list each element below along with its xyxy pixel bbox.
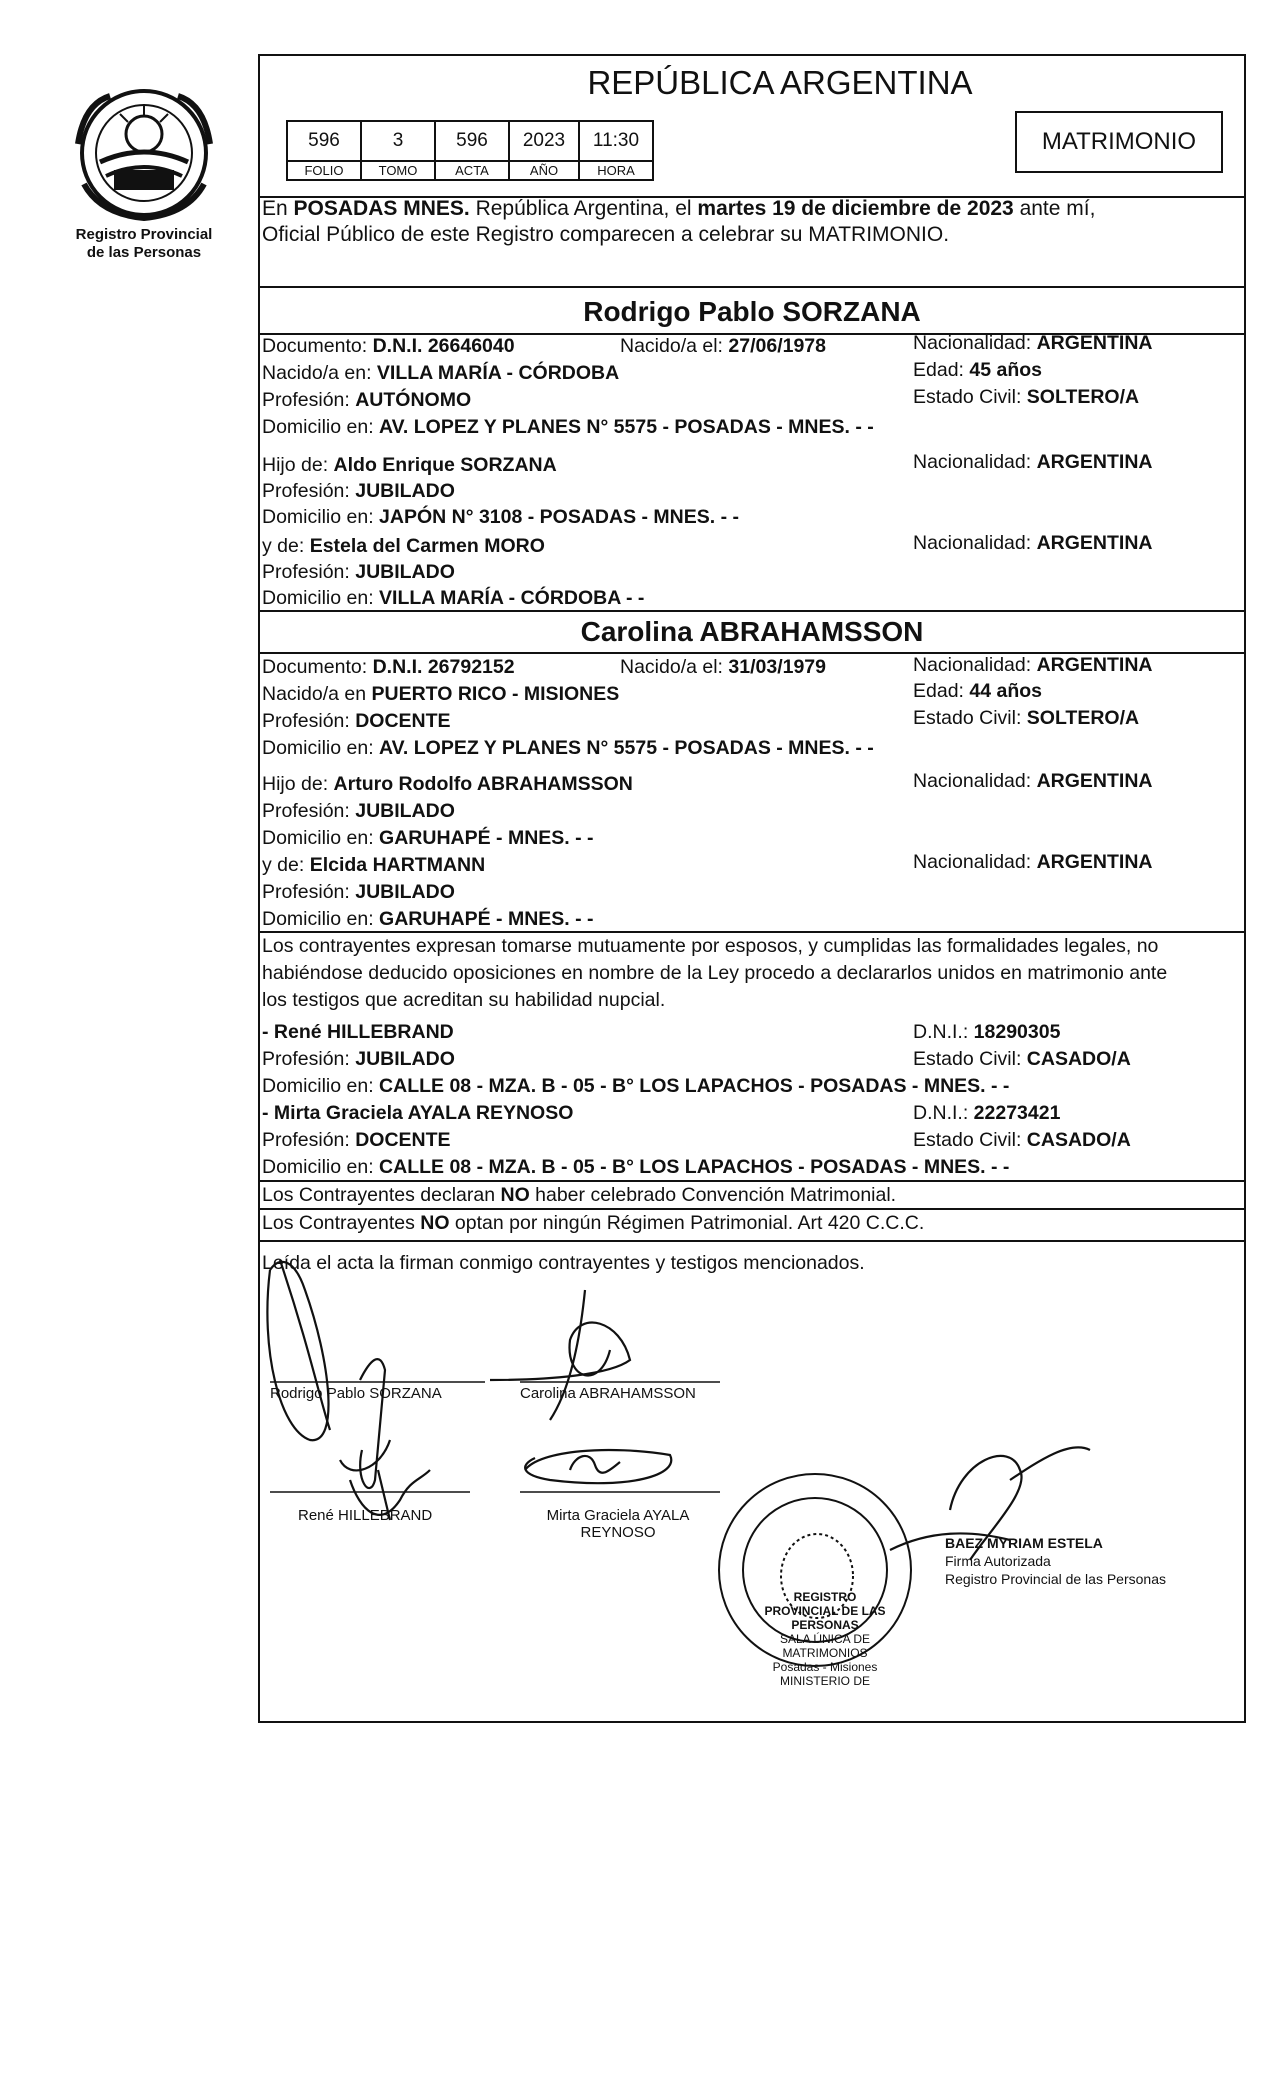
witness2-address: Domicilio en: CALLE 08 - MZA. B - 05 - B° LOS LAPACHOS - POSADAS - MNES. - - (262, 1156, 1010, 1178)
spouse1-father: Hijo de: Aldo Enrique SORZANA (262, 454, 557, 476)
divider (258, 610, 1246, 612)
spouse2-civil-status: Estado Civil: SOLTERO/A (913, 707, 1140, 729)
regime-statement: Los Contrayentes NO optan por ningún Régimen Patrimonial. Art 420 C.C.C. (262, 1212, 925, 1234)
divider (258, 286, 1246, 288)
folio-value: 596 (287, 121, 361, 161)
spouse1-mother: y de: Estela del Carmen MORO (262, 535, 545, 557)
spouse1-birthplace: Nacido/a en: VILLA MARÍA - CÓRDOBA (262, 362, 620, 384)
spouse2-birthplace: Nacido/a en PUERTO RICO - MISIONES (262, 683, 620, 705)
spouse1-mother-nationality: Nacionalidad: ARGENTINA (913, 532, 1153, 554)
witness2-profession: Profesión: DOCENTE (262, 1129, 451, 1151)
spouse1-father-nationality: Nacionalidad: ARGENTINA (913, 451, 1153, 473)
spouse1-mother-address: Domicilio en: VILLA MARÍA - CÓRDOBA - - (262, 587, 645, 609)
witness1-profession: Profesión: JUBILADO (262, 1048, 455, 1070)
acta-label: ACTA (435, 161, 509, 180)
record-table (286, 120, 654, 181)
official-signature-label: BAEZ MYRIAM ESTELA Firma Autorizada Registro Provincial de las Personas (945, 1535, 1166, 1587)
spouse1-address: Domicilio en: AV. LOPEZ Y PLANES N° 5575 - POSADAS - MNES. - - (262, 416, 874, 438)
spouse2-nationality: Nacionalidad: ARGENTINA (913, 654, 1153, 676)
spouse2-document: Documento: D.N.I. 26792152 (262, 656, 515, 678)
act-type-box: MATRIMONIO (1015, 111, 1223, 173)
declaration-line-1: Los contrayentes expresan tomarse mutuamente por esposos, y cumplidas las formalidades legales, no (262, 935, 1159, 957)
witness2-dni: D.N.I.: 22273421 (913, 1102, 1061, 1124)
spouse2-address: Domicilio en: AV. LOPEZ Y PLANES N° 5575 - POSADAS - MNES. - - (262, 737, 874, 759)
witness2-name: - Mirta Graciela AYALA REYNOSO (262, 1102, 574, 1124)
intro-line-2: Oficial Público de este Registro comparecen a celebrar su MATRIMONIO. (262, 223, 950, 246)
spouse1-name: Rodrigo Pablo SORZANA (583, 296, 921, 327)
witness1-address: Domicilio en: CALLE 08 - MZA. B - 05 - B° LOS LAPACHOS - POSADAS - MNES. - - (262, 1075, 1010, 1097)
seal-text: REGISTRO PROVINCIAL DE LAS PERSONAS SALA ÚNICA DE MATRIMONIOS Posadas - Misiones MINISTERIO DE (764, 1590, 886, 1688)
witness2-civil-status: Estado Civil: CASADO/A (913, 1129, 1131, 1151)
spouse1-nationality: Nacionalidad: ARGENTINA (913, 332, 1153, 354)
declaration-line-3: los testigos que acreditan su habilidad nupcial. (262, 989, 666, 1011)
spouse1-birthdate: Nacido/a el: 27/06/1978 (620, 335, 827, 357)
spouse2-age: Edad: 44 años (913, 680, 1043, 702)
tomo-label: TOMO (361, 161, 435, 180)
witness2-signature-label: Mirta Graciela AYALA REYNOSO (546, 1507, 690, 1541)
document-title: REPÚBLICA ARGENTINA (587, 64, 973, 101)
spouse1-profession: Profesión: AUTÓNOMO (262, 389, 472, 411)
spouse2-father-profession: Profesión: JUBILADO (262, 800, 455, 822)
coat-of-arms-logo (70, 84, 218, 222)
hora-value: 11:30 (579, 121, 653, 161)
folio-label: FOLIO (287, 161, 361, 180)
witness1-civil-status: Estado Civil: CASADO/A (913, 1048, 1131, 1070)
spouse2-mother: y de: Elcida HARTMANN (262, 854, 486, 876)
spouse1-document: Documento: D.N.I. 26646040 (262, 335, 515, 357)
spouse2-mother-profession: Profesión: JUBILADO (262, 881, 455, 903)
convention-statement: Los Contrayentes declaran NO haber celebrado Convención Matrimonial. (262, 1184, 897, 1206)
logo-caption: Registro Provincial de las Personas (75, 226, 213, 261)
intro-line-1: En POSADAS MNES. República Argentina, el martes 19 de diciembre de 2023 ante mí, (262, 197, 1096, 220)
witness1-dni: D.N.I.: 18290305 (913, 1021, 1061, 1043)
witness1-name: - René HILLEBRAND (262, 1021, 454, 1043)
spouse1-civil-status: Estado Civil: SOLTERO/A (913, 386, 1140, 408)
spouse2-profession: Profesión: DOCENTE (262, 710, 451, 732)
spouse1-mother-profession: Profesión: JUBILADO (262, 561, 455, 583)
spouse2-father-nationality: Nacionalidad: ARGENTINA (913, 770, 1153, 792)
spouse1-signature-label: Rodrigo Pablo SORZANA (270, 1385, 442, 1402)
tomo-value: 3 (361, 121, 435, 161)
spouse2-signature-label: Carolina ABRAHAMSSON (520, 1385, 696, 1402)
acta-value: 596 (435, 121, 509, 161)
spouse2-father-address: Domicilio en: GARUHAPÉ - MNES. - - (262, 827, 594, 849)
spouse1-father-profession: Profesión: JUBILADO (262, 480, 455, 502)
hora-label: HORA (579, 161, 653, 180)
spouse2-father: Hijo de: Arturo Rodolfo ABRAHAMSSON (262, 773, 633, 795)
declaration-line-2: habiéndose deducido oposiciones en nombre de la Ley procedo a declararlos unidos en matrimonio ante (262, 962, 1168, 984)
spouse2-mother-nationality: Nacionalidad: ARGENTINA (913, 851, 1153, 873)
spouse1-father-address: Domicilio en: JAPÓN N° 3108 - POSADAS - MNES. - - (262, 506, 739, 528)
spouse1-age: Edad: 45 años (913, 359, 1043, 381)
handwritten-signatures (250, 1230, 1240, 1710)
spouse2-name: Carolina ABRAHAMSSON (580, 616, 924, 647)
witness1-signature-label: René HILLEBRAND (298, 1507, 433, 1524)
anio-value: 2023 (509, 121, 579, 161)
anio-label: AÑO (509, 161, 579, 180)
spouse2-birthdate: Nacido/a el: 31/03/1979 (620, 656, 827, 678)
closing-statement: Leída el acta la firman conmigo contrayentes y testigos mencionados. (262, 1252, 865, 1274)
spouse2-mother-address: Domicilio en: GARUHAPÉ - MNES. - - (262, 908, 594, 930)
